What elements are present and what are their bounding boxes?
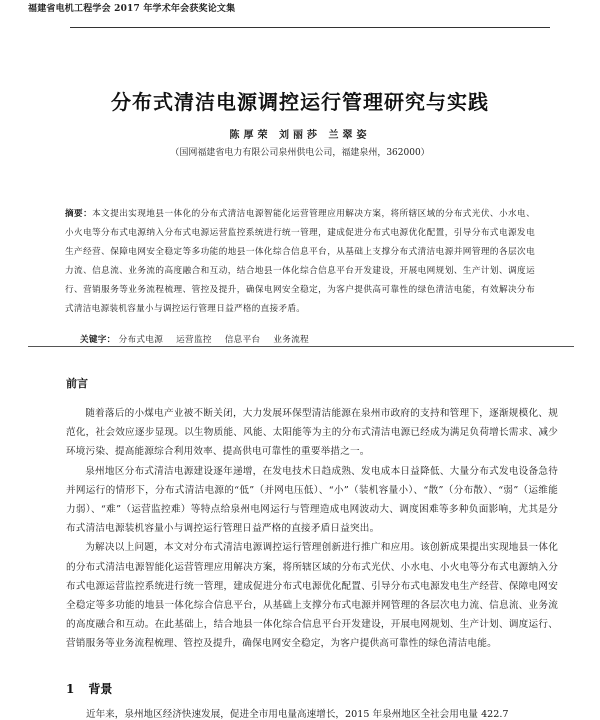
header-rule [70, 27, 550, 28]
keyword: 分布式电源 [118, 335, 164, 345]
keyword: 业务流程 [273, 335, 309, 345]
preface-body [66, 404, 558, 654]
running-header: 福建省电机工程学会 2017 年学术年会获奖论文集 [28, 4, 236, 14]
paragraph: 泉州地区分布式清洁电源建设逐年递增，在发电技术日趋成熟、发电成本日益降低、大量分布式发电设备急待并网运行的情形下，分布式清洁电源的“低”（并网电压低）、“小”（装机容量小）、“散”（分布散）、“弱”（运维能力弱）、“难”（运营监控难）等特点给泉州电网运行与管理造成电网波动大、调度困难等多种负面影响，尤其是分布式清洁电源装机容量小与调控运行管理日益严格的直接矛盾日益突出。 [66, 465, 558, 535]
paper-title: 分布式清洁电源调控运行管理研究与实践 [111, 90, 489, 114]
abstract [65, 205, 535, 318]
section-title: 背景 [88, 682, 113, 696]
paragraph: 随着落后的小煤电产业被不断关闭，大力发展环保型清洁能源在泉州市政府的支持和管理下，逐渐规模化、规范化，社会效应逐步显现。以生物质能、风能、太阳能等为主的分布式清洁电源已经成为满足负荷增长需求、减少环境污染、提高能源综合利用效率、提高供电可靠性的重要举措之一。 [66, 408, 558, 458]
abstract-label: 摘要： [65, 209, 93, 219]
keywords [80, 333, 550, 345]
abstract-text: 本文提出实现地县一体化的分布式清洁电源智能化运营管理应用解决方案，将所辖区域的分布式光伏、小水电、小火电等分布式电源纳入分布式电源运营监控系统进行统一管理，建成促进分布式电源优化配置，引导分布式电源发电生产经营、保障电网安全稳定等多功能的地县一体化综合信息平台，从基础上支撑分布式清洁电源并网管理的各层次电力流、信息流、业务流的高度融合和互动，结合地县一体化综合信息平台开发建设，开展电网规划、生产计划、调度运行、营销服务等业务流程梳理、管控及提升，确保电网安全稳定，为客户提供高可靠性的绿色清洁电能，有效解决分布式清洁电源装机容量小与调控运行管理日益严格的直接矛盾。 [65, 209, 535, 314]
paragraph: 为解决以上问题，本文对分布式清洁电源调控运行管理创新进行推广和应用。该创新成果提出实现地县一体化的分布式清洁电源智能化运营管理应用解决方案，将所辖区域的分布式光伏、小水电、小火电等分布式电源纳入分布式电源运营监控系统进行统一管理，建成促进分布式电源优化配置、引导分布式电源发电生产经营、保障电网安全稳定等多功能的地县一体化综合信息平台，从基础上支撑分布式电源并网管理的各层次电力流、信息流、业务流的高度融合和互动。在此基础上，结合地县一体化综合信息平台开发建设，开展电网规划、生产计划、调度运行、营销服务等业务流程梳理、管控及提升，确保电网安全稳定，为客户提供高可靠性的绿色清洁电能。 [66, 542, 558, 650]
paper-authors: 陈厚荣 刘丽莎 兰翠姿 [229, 130, 371, 141]
section-number: 1 [66, 682, 75, 696]
preface-heading: 前言 [66, 377, 88, 390]
keyword: 运营监控 [176, 335, 212, 345]
keyword: 信息平台 [224, 335, 261, 345]
section-divider [28, 346, 574, 347]
background-first-line: 近年来，泉州地区经济快速发展，促进全市用电量高速增长，2015 年泉州地区全社会用电量 422.7 [86, 709, 509, 720]
keywords-label: 关键字： [80, 335, 116, 345]
paper-affiliation: （国网福建省电力有限公司泉州供电公司，福建泉州，362000） [170, 148, 430, 158]
background-heading [66, 680, 112, 697]
